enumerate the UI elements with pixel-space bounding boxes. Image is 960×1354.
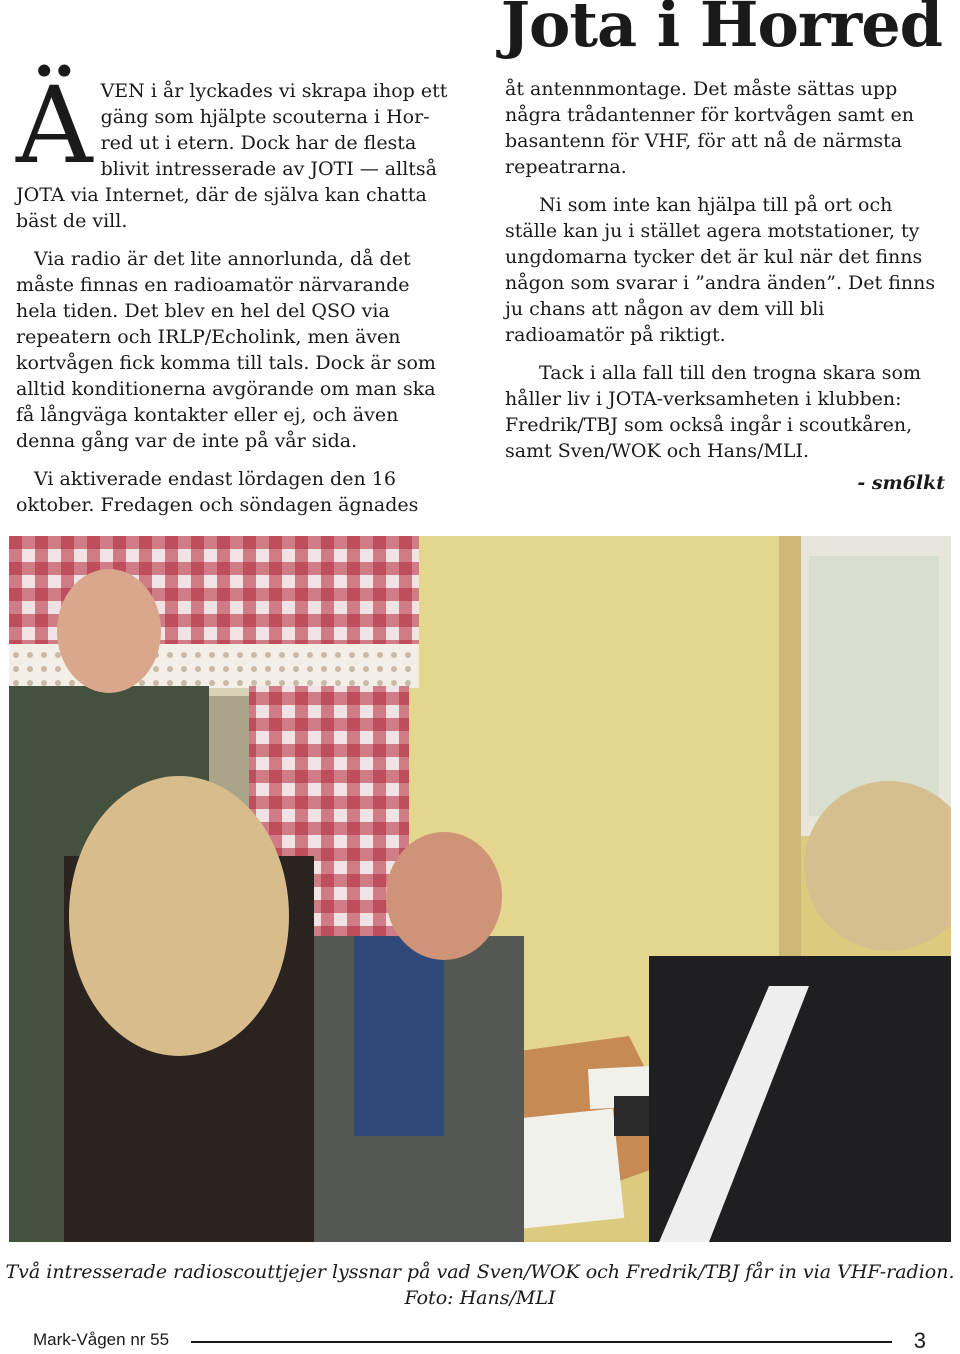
- article-column-right: [505, 76, 945, 496]
- article-column-left: [16, 64, 454, 518]
- publication-name: Mark-Vågen nr 55: [33, 1330, 170, 1349]
- footer-rule: [191, 1341, 892, 1343]
- page-number: 3: [913, 1328, 926, 1353]
- paragraph-text: VEN i år lyckades vi skrapa ihop ett gäng som hjälpte scouterna i Horred ut i etern. Dock har de flesta blivit intresserade av JOTI — alltså JOTA via Internet, där de själva kan chatta bäst de vill.: [16, 80, 448, 232]
- article-title: Jota i Horred: [500, 0, 942, 61]
- article-signature: - sm6lkt: [857, 472, 945, 494]
- article-paragraph: åt antennmontage. Det måste sättas upp några trådantenner för kortvågen samt en basantenn för VHF, för att nå de närmsta repeatrarna.: [505, 78, 914, 178]
- article-paragraph: Tack i alla fall till den trogna skara som håller liv i JOTA-verksamheten i klubben: Fredrik/TBJ som också ingår i scoutkåren, samt Sven/WOK och Hans/MLI.: [505, 362, 921, 462]
- drop-cap: Ä: [16, 64, 93, 187]
- photo-credit: Foto: Hans/MLI: [404, 1287, 556, 1309]
- page-footer: [33, 1328, 928, 1354]
- photo-illustration: [9, 536, 951, 1242]
- photo-caption: [0, 1259, 960, 1311]
- article-paragraph: Vi aktiverade endast lördagen den 16 oktober. Fredagen och söndagen ägnades: [16, 468, 419, 516]
- caption-text: Två intresserade radioscouttjejer lyssnar på vad Sven/WOK och Fredrik/TBJ får in via VHF-radion.: [5, 1261, 955, 1283]
- article-paragraph: [16, 64, 454, 234]
- article-paragraph: Ni som inte kan hjälpa till på ort och ställe kan ju i stället agera motstationer, ty ungdomarna tycker det är kul när det finns någon som svarar i ”andra änden”. Det finns ju chans att någon av dem vill bli radioamatör på riktigt.: [505, 194, 936, 346]
- article-paragraph: Via radio är det lite annorlunda, då det måste finnas en radioamatör närvarande hela tiden. Det blev en hel del QSO via repeatern och IRLP/Echolink, men även kortvågen fick komma till tals. Dock är som alltid konditionerna avgörande om man ska få långväga kontakter eller ej, och även denna gång var de inte på vår sida.: [16, 248, 436, 452]
- article-photo: [9, 536, 951, 1242]
